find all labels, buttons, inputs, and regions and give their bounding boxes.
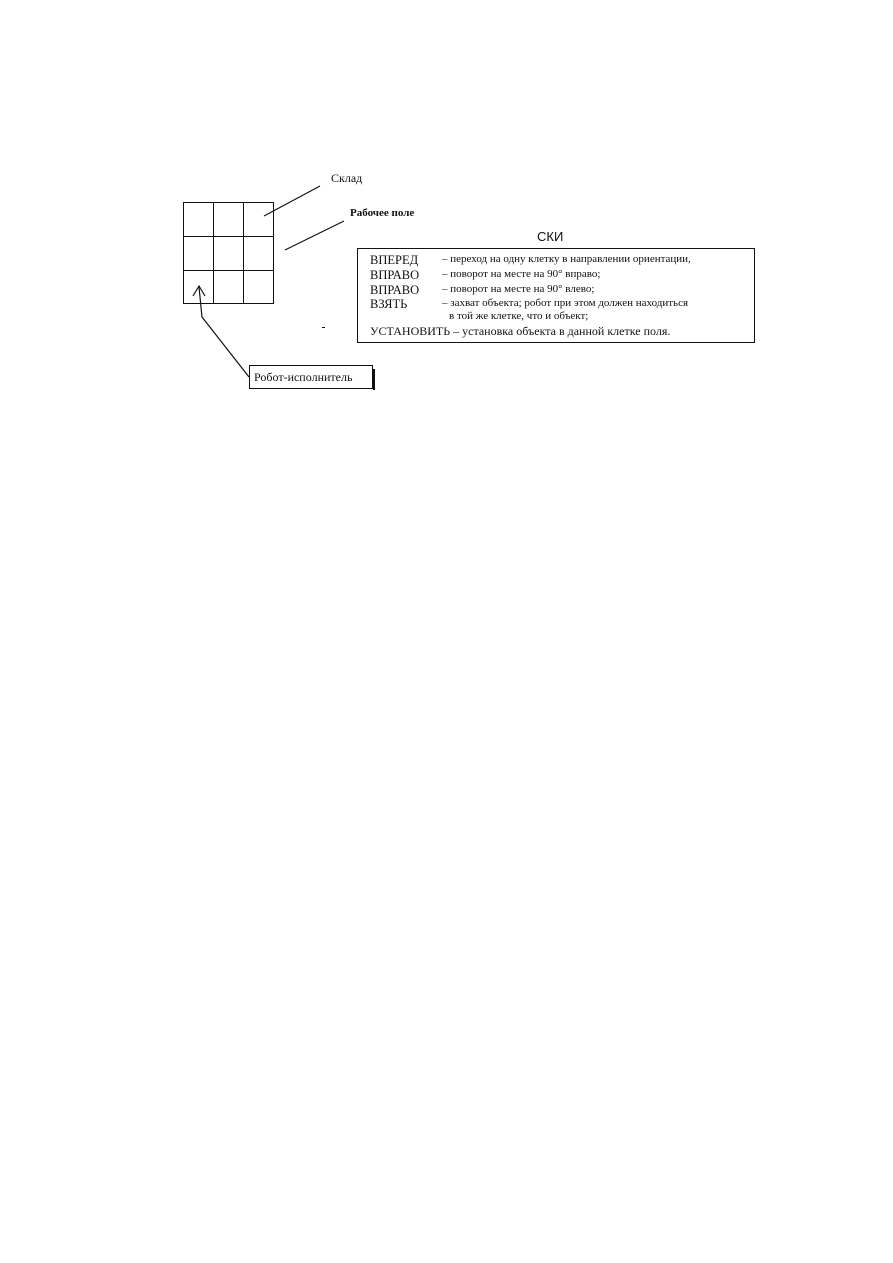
work-field-label: Рабочее поле — [350, 207, 415, 219]
warehouse-label: Склад — [331, 171, 363, 185]
ski-title: СКИ — [537, 229, 564, 244]
command-name: ВПЕРЕД — [370, 253, 419, 267]
diagram-graphics — [0, 0, 893, 420]
field-leader-line — [285, 221, 344, 250]
robot-field-diagram — [0, 0, 893, 420]
robot-label: Робот-исполнитель — [254, 370, 353, 384]
command-name: ВПРАВО — [370, 283, 420, 297]
command-description: – поворот на месте на 90° влево; — [442, 283, 595, 295]
stray-mark — [322, 327, 325, 328]
command-description: – переход на одну клетку в направлении ориентации, — [442, 253, 691, 265]
warehouse-leader-line — [264, 186, 320, 216]
robot-label-box — [249, 365, 373, 389]
command-description-continued: в той же клетке, что и объект; — [449, 310, 589, 322]
robot-arrow — [193, 286, 249, 377]
command-name: ВПРАВО — [370, 268, 420, 282]
command-name: ВЗЯТЬ — [370, 297, 408, 311]
command-description: – захват объекта; робот при этом должен находиться — [442, 297, 689, 309]
command-full-line: УСТАНОВИТЬ – установка объекта в данной клетке поля. — [370, 324, 671, 338]
robot-leader-line — [199, 287, 249, 377]
ski-command-box — [357, 248, 755, 343]
command-description: – поворот на месте на 90° вправо; — [442, 268, 601, 280]
